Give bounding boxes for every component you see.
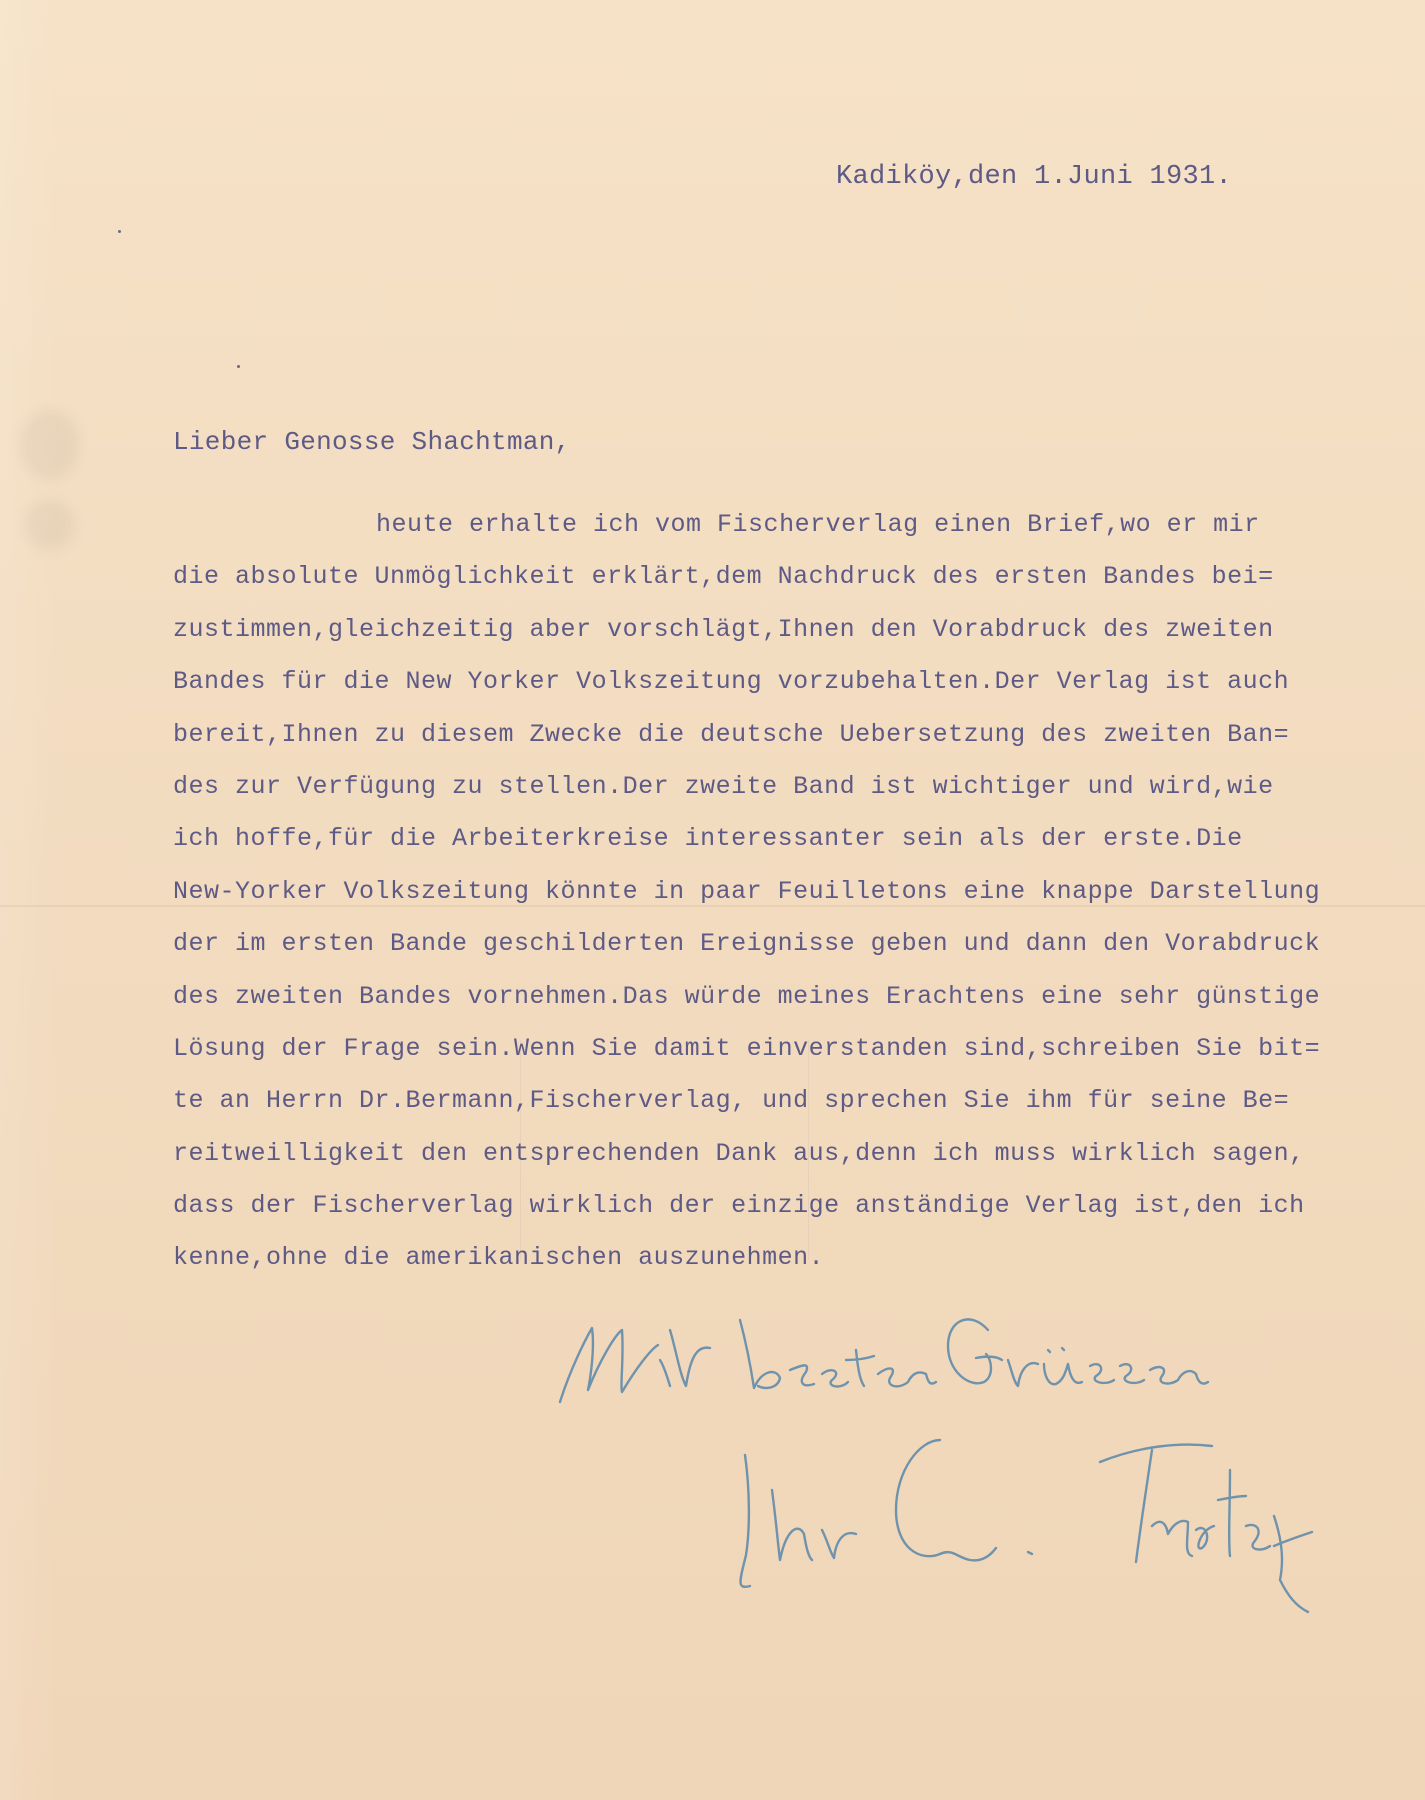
letter-date: Kadiköy,den 1.Juni 1931. <box>836 162 1233 192</box>
body-line: heute erhalte ich vom Fischerverlag einen Brief,wo er mir <box>376 510 1260 539</box>
paper-speck <box>118 230 121 233</box>
handwritten-signature <box>540 1290 1320 1620</box>
signature-drawing <box>540 1290 1320 1620</box>
body-line: Lösung der Frage sein.Wenn Sie damit einverstanden sind,schreiben Sie bit= <box>173 1033 1321 1063</box>
body-line: dass der Fischerverlag wirklich der einzige anständige Verlag ist,den ich <box>173 1191 1305 1221</box>
body-line: des zweiten Bandes vornehmen.Das würde meines Erachtens eine sehr günstige <box>173 981 1321 1011</box>
body-line: New-Yorker Volkszeitung könnte in paar Feuilletons eine knappe Darstellung <box>173 876 1321 906</box>
paper-speck <box>237 365 240 368</box>
body-line: kenne,ohne die amerikanischen auszunehmen. <box>173 1243 825 1273</box>
body-line: die absolute Unmöglichkeit erklärt,dem Nachdruck des ersten Bandes bei= <box>173 562 1274 592</box>
paper-stain <box>20 410 80 480</box>
body-line: te an Herrn Dr.Bermann,Fischerverlag, und sprechen Sie ihm für seine Be= <box>173 1086 1290 1116</box>
body-line: des zur Verfügung zu stellen.Der zweite Band ist wichtiger und wird,wie <box>173 771 1274 801</box>
body-line: reitweilligkeit den entsprechenden Dank aus,denn ich muss wirklich sagen, <box>173 1138 1305 1168</box>
body-line: der im ersten Bande geschilderten Ereignisse geben und dann den Vorabdruck <box>173 929 1321 959</box>
paper-stain <box>25 500 75 550</box>
letter-body <box>173 508 1413 1294</box>
body-line: Bandes für die New Yorker Volkszeitung vorzubehalten.Der Verlag ist auch <box>173 667 1290 697</box>
letter-salutation: Lieber Genosse Shachtman, <box>173 427 571 457</box>
body-line: zustimmen,gleichzeitig aber vorschlägt,Ihnen den Vorabdruck des zweiten <box>173 614 1274 644</box>
body-line: ich hoffe,für die Arbeiterkreise interessanter sein als der erste.Die <box>173 824 1243 854</box>
body-line: bereit,Ihnen zu diesem Zwecke die deutsche Uebersetzung des zweiten Ban= <box>173 719 1290 749</box>
